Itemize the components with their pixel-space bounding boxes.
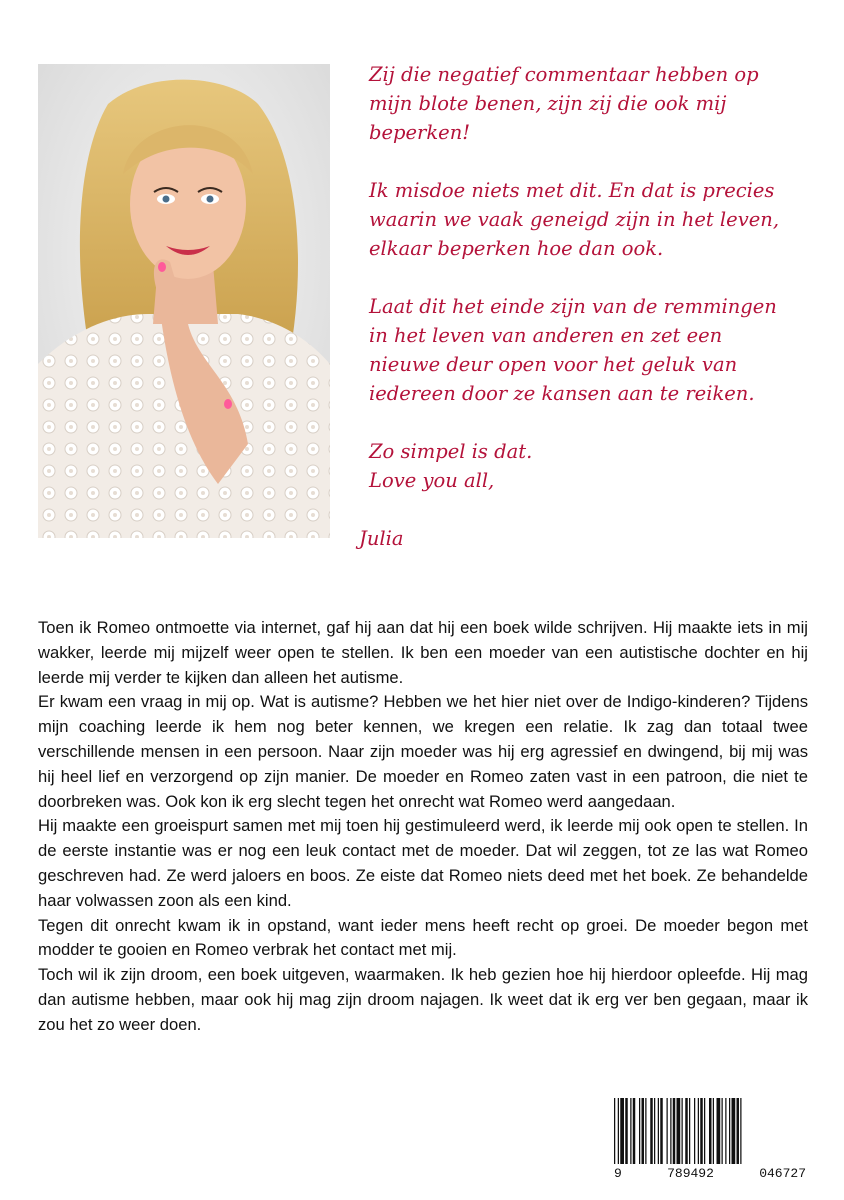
quote-paragraph: Laat dit het einde zijn van de remmingen in het leven van anderen en zet een nieuwe deur open voor het geluk van iedereen door ze kansen aan te reiken. — [369, 295, 777, 405]
author-photo — [38, 64, 330, 538]
barcode-bar — [725, 1098, 726, 1164]
barcode-digit-group: 9 — [612, 1166, 624, 1184]
barcode-digits — [612, 1166, 808, 1184]
barcode-bar — [732, 1098, 736, 1164]
barcode-bar — [639, 1098, 640, 1164]
back-cover-text — [38, 616, 808, 1038]
barcode-bar — [625, 1098, 628, 1164]
quote-closing-line: Zo simpel is dat. — [369, 440, 533, 463]
body-paragraph: Er kwam een vraag in mij op. Wat is autisme? Hebben we het hier niet over de Indigo-kinderen? Tijdens mijn coaching leerde ik hem nog beter kennen, we kregen een relatie. Ik zag dan totaal twee verschillende mensen in een persoon. Naar zijn moeder was hij erg agressief en dwingend, bij mij was hij heel lief en verzorgend op zijn manier. De moeder en Romeo zaten vast in een patroon, die niet te doorbreken was. Ook kon ik erg slecht tegen het onrecht wat Romeo werd aangedaan. — [38, 692, 808, 811]
body-paragraph: Toen ik Romeo ontmoette via internet, gaf hij aan dat hij een boek wilde schrijven. Hij maakte iets in mij wakker, leerde mij mijzelf weer open te stellen. Ik ben een moeder van een autistische dochter en hij leerde mij verder te kijken dan alleen het autisme. — [38, 618, 808, 687]
signature: Julia — [359, 527, 404, 550]
barcode-bar — [694, 1098, 695, 1164]
quote-paragraph: Ik misdoe niets met dit. En dat is precies waarin we vaak geneigd zijn in het leven, elkaar beperken hoe dan ook. — [369, 179, 780, 260]
barcode-bar — [700, 1098, 703, 1164]
barcode-bar — [670, 1098, 671, 1164]
barcode-bar — [689, 1098, 690, 1164]
author-quote — [359, 60, 799, 582]
barcode-bar — [645, 1098, 646, 1164]
barcode-bar — [630, 1098, 631, 1164]
body-paragraph: Hij maakte een groeispurt samen met mij toen hij gestimuleerd werd, ik leerde mij ook open te stellen. In de eerste instantie was er nog een leuk contact met de moeder. Dat wil zeggen, tot ze las wat Romeo geschreven had. Ze werd jaloers en boos. Ze eiste dat Romeo niets deed met het boek. Ze behandelde haar volwassen zoon als een kind. — [38, 816, 808, 910]
barcode-bar — [642, 1098, 645, 1164]
barcode-digit-group: 789492 — [665, 1166, 716, 1184]
barcode-bar — [682, 1098, 683, 1164]
barcode-bar — [713, 1098, 714, 1164]
barcode-bar — [677, 1098, 681, 1164]
quote-closing-line: Love you all, — [369, 469, 495, 492]
barcode-bar — [740, 1098, 741, 1164]
quote-paragraph: Zij die negatief commentaar hebben op mijn blote benen, zijn zij die ook mij beperken! — [369, 63, 759, 144]
body-paragraph: Toch wil ik zijn droom, een boek uitgeven, waarmaken. Ik heb gezien hoe hij hierdoor opleefde. Hij mag dan autisme hebben, maar ook hij mag zijn droom najagen. Ik weet dat ik erg ver ben gegaan, maar ik zou het zo weer doen. — [38, 965, 808, 1034]
barcode-bar — [698, 1098, 699, 1164]
barcode-bar — [660, 1098, 663, 1164]
barcode-bar — [658, 1098, 659, 1164]
barcode-digit-group: 046727 — [757, 1166, 808, 1184]
barcode-bar — [614, 1098, 615, 1164]
barcode-bar — [673, 1098, 676, 1164]
barcode-bar — [620, 1098, 624, 1164]
barcode-bar — [737, 1098, 740, 1164]
author-portrait-illustration — [38, 64, 330, 538]
barcode-bar — [709, 1098, 712, 1164]
barcode-bar — [667, 1098, 668, 1164]
barcode-bar — [685, 1098, 688, 1164]
barcode-bar — [704, 1098, 705, 1164]
body-paragraph: Tegen dit onrecht kwam ik in opstand, want ieder mens heeft recht op groei. De moeder begon met modder te gooien en Romeo verbrak het contact met mij. — [38, 915, 808, 960]
barcode-bar — [633, 1098, 636, 1164]
barcode-bar — [722, 1098, 723, 1164]
barcode-bar — [729, 1098, 730, 1164]
barcode-bar — [618, 1098, 619, 1164]
barcode-bar — [654, 1098, 655, 1164]
barcode-bar — [650, 1098, 653, 1164]
barcode-bar — [717, 1098, 721, 1164]
